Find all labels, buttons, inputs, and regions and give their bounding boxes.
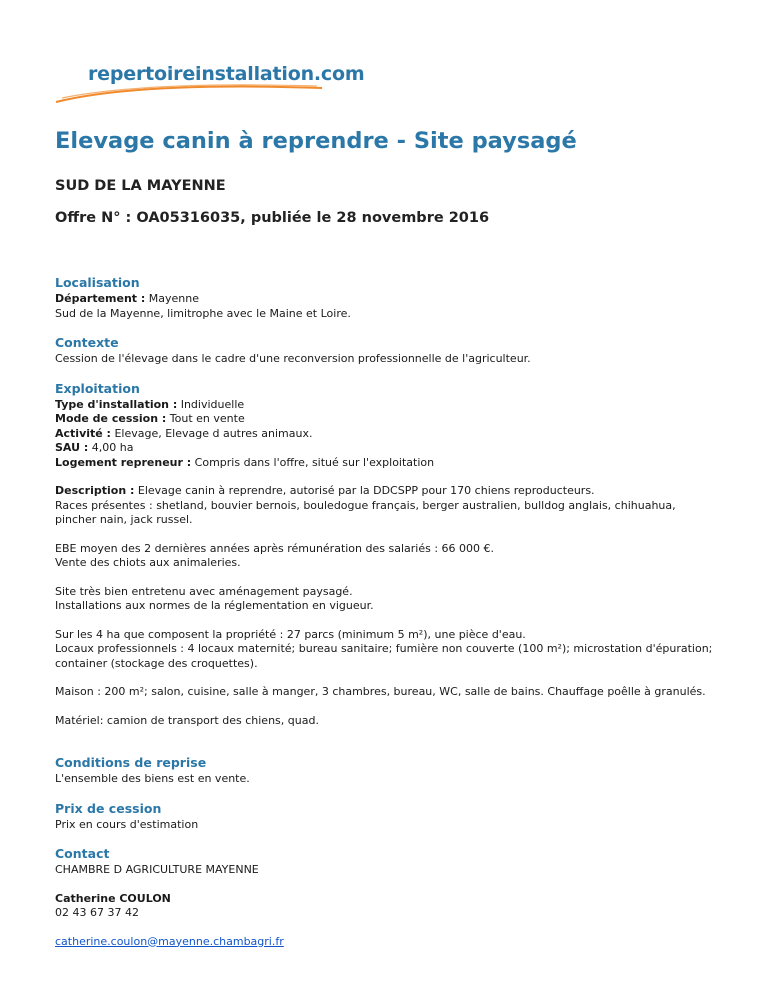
field-value: Individuelle: [180, 397, 245, 411]
section-heading-exploitation: Exploitation: [55, 380, 140, 396]
field-label: Type d'installation :: [55, 397, 178, 411]
site-block: [55, 585, 715, 614]
maison-text: Maison : 200 m²; salon, cuisine, salle à manger, 3 chambres, bureau, WC, salle de bains. Chauffage poêlle à granulés.: [55, 685, 706, 698]
field-value: Compris dans l'offre, situé sur l'exploitation: [194, 455, 435, 469]
description-first-line: [55, 484, 715, 499]
field-type-installation: [55, 398, 715, 413]
logo-text: repertoireinstallation.com: [88, 63, 365, 85]
propriete-text: Sur les 4 ha que composent la propriété : 27 parcs (minimum 5 m²), une pièce d'eau.: [55, 627, 526, 641]
prix-text: Prix en cours d'estimation: [55, 817, 199, 831]
offer-details: [55, 276, 715, 949]
vente-text: Vente des chiots aux animaleries.: [55, 556, 241, 569]
section-heading-conditions: Conditions de reprise: [55, 755, 207, 770]
contact-phone: 02 43 67 37 42: [55, 906, 139, 919]
site-text: Site très bien entretenu avec aménagement paysagé.: [55, 584, 353, 598]
offer-reference: Offre N° : OA05316035, publiée le 28 novembre 2016: [55, 210, 490, 226]
normes-text: Installations aux normes de la réglementation en vigueur.: [55, 599, 374, 612]
field-label: Activité :: [55, 426, 111, 440]
localisation-block: [55, 292, 715, 321]
description-races: Races présentes : shetland, bouvier bernois, bouledogue français, berger australien, bulldog anglais, chihuahua, pincher nain, jack russel.: [55, 498, 676, 526]
field-value: Elevage, Elevage d autres animaux.: [114, 426, 313, 440]
departement-value: Mayenne: [148, 292, 200, 305]
description-value: Elevage canin à reprendre, autorisé par la DDCSPP pour 170 chiens reproducteurs.: [137, 484, 595, 497]
section-heading-contexte: Contexte: [55, 335, 119, 350]
field-value: 4,00 ha: [91, 441, 134, 454]
contexte-text: Cession de l'élevage dans le cadre d'une reconversion professionnelle de l'agriculteur.: [55, 352, 531, 365]
conditions-text: L'ensemble des biens est en vente.: [55, 772, 250, 785]
locaux-text: Locaux professionnels : 4 locaux maternité; bureau sanitaire; fumière non couverte (100 m²); microstation d'épuration; container (stockage des croquettes).: [55, 642, 713, 670]
page-title: Elevage canin à reprendre - Site paysagé: [55, 128, 577, 154]
field-label: Mode de cession :: [55, 412, 167, 425]
ebe-text: EBE moyen des 2 dernières années après rémunération des salariés : 66 000 €.: [55, 541, 495, 555]
description-label: Description :: [55, 484, 135, 497]
contact-person-block: [55, 892, 715, 921]
materiel-text: Matériel: camion de transport des chiens, quad.: [55, 713, 319, 727]
departement-label: Département :: [55, 292, 146, 305]
contact-email-line: [55, 935, 715, 950]
field-sau: [55, 441, 715, 456]
field-label: SAU :: [55, 441, 89, 454]
description-block: [55, 484, 715, 528]
section-heading-prix: Prix de cession: [55, 800, 162, 816]
contact-name: Catherine COULON: [55, 891, 171, 905]
propriete-block: [55, 628, 715, 672]
field-activite: [55, 427, 715, 442]
localisation-note: Sud de la Mayenne, limitrophe avec le Maine et Loire.: [55, 306, 351, 320]
field-logement: [55, 456, 715, 471]
section-heading-contact: Contact: [55, 846, 110, 861]
field-value: Tout en vente: [169, 412, 245, 425]
departement-line: [55, 292, 715, 307]
region-subtitle: SUD DE LA MAYENNE: [55, 178, 226, 194]
ebe-block: [55, 542, 715, 571]
field-mode-cession: [55, 412, 715, 427]
site-logo: [52, 50, 365, 110]
exploitation-fields: [55, 398, 715, 471]
contact-org: CHAMBRE D AGRICULTURE MAYENNE: [55, 863, 259, 876]
section-heading-localisation: Localisation: [55, 275, 140, 290]
field-label: Logement repreneur :: [55, 455, 192, 469]
contact-email-link[interactable]: catherine.coulon@mayenne.chambagri.fr: [55, 934, 284, 948]
